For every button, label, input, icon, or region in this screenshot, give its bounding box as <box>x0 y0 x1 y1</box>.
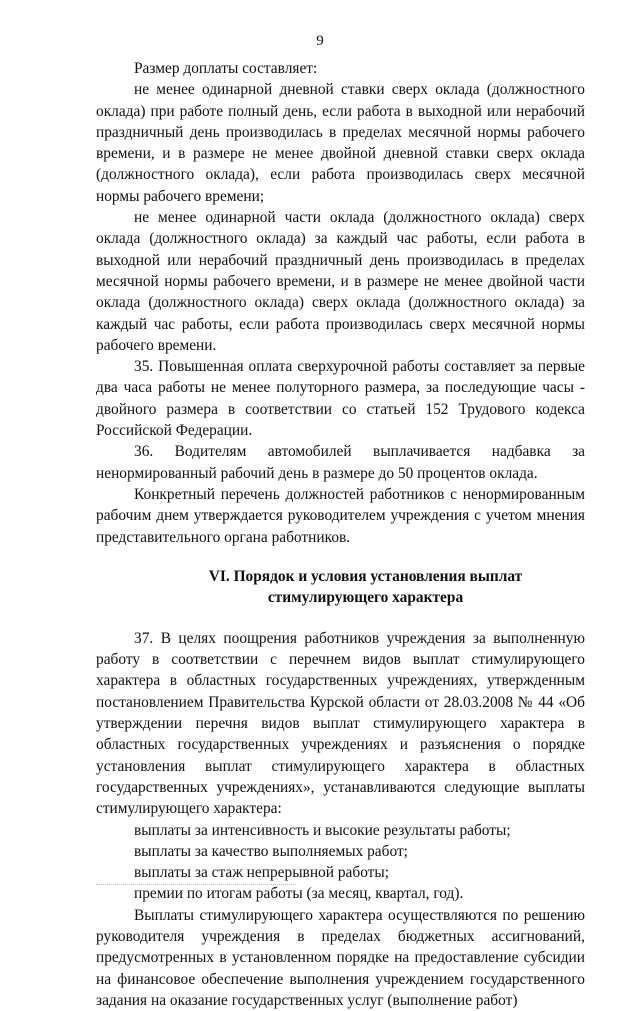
paragraph-surcharge-intro: Размер доплаты составляет: <box>134 60 318 77</box>
scan-footer-divider <box>96 884 296 885</box>
section-title-line-1: VI. Порядок и условия установления выплат <box>208 567 523 585</box>
paragraph-daily-rate: не менее одинарной дневной ставки сверх оклада (должностного оклада) при работе полный день, если работа в выходной или нерабочий праздничный день производилась в пределах месячной нормы рабочего времени, и в размере не менее двойной дневной ставки сверх оклада (должностного оклада), если работа производилась сверх месячной нормы рабочего времени; <box>96 81 585 205</box>
paragraph-36-positions-list: Конкретный перечень должностей работников с ненормированным рабочим днем утверждается руководителем учреждения с учетом мнения представительного органа работников. <box>96 485 585 546</box>
paragraph-37-incentives: 37. В целях поощрения работников учреждения за выполненную работу в соответствии с перечнем видов выплат стимулирующего характера в областных государственных учреждениях, утвержденным постановлением Правительства Курской области от 28.03.2008 № 44 «Об утверждении перечня видов выплат стимулирующего характера в областных государственных учреждениях и разъяснения о порядке установления выплат стимулирующего характера в областных государственных учреждениях», устанавливаются следующие выплаты стимулирующего характера: <box>96 629 585 818</box>
paragraph-36-drivers: 36. Водителям автомобилей выплачивается надбавка за ненормированный рабочий день в размере до 50 процентов оклада. <box>96 443 585 482</box>
list-item: выплаты за качество выполняемых работ; <box>134 842 408 860</box>
section-title <box>96 566 585 608</box>
section-title-line-2: стимулирующего характера <box>267 588 464 606</box>
incentive-payments-list <box>96 820 585 905</box>
list-item: выплаты за стаж непрерывной работы; <box>134 864 390 882</box>
list-item: премии по итогам работы (за месяц, квартал, год). <box>134 885 464 903</box>
paragraph-35-overtime: 35. Повышенная оплата сверхурочной работы составляет за первые два часа работы не менее полуторного размера, за последующие часы - двойного размера в соответствии со статьей 152 Трудового кодекса Российской Федерации. <box>96 358 585 440</box>
list-item: выплаты за интенсивность и высокие результаты работы; <box>134 821 511 839</box>
page-content <box>96 58 585 1011</box>
paragraph-payment-decision: Выплаты стимулирующего характера осуществляются по решению руководителя учреждения в пределах бюджетных ассигнований, предусмотренных в установленном порядке на предоставление субсидии на финансовое обеспечение выполнения учреждением государственного задания на оказание государственных услуг (выполнение работ) <box>96 906 585 1009</box>
page-number: 9 <box>316 33 324 49</box>
paragraph-hourly-rate: не менее одинарной части оклада (должностного оклада) сверх оклада (должностного оклада) за каждый час работы, если работа в выходной или нерабочий праздничный день производилась в пределах месячной нормы рабочего времени, и в размере не менее двойной части оклада (должностного оклада) сверх оклада (должностного оклада) за каждый час работы, если работа производилась сверх месячной нормы рабочего времени. <box>96 209 585 354</box>
